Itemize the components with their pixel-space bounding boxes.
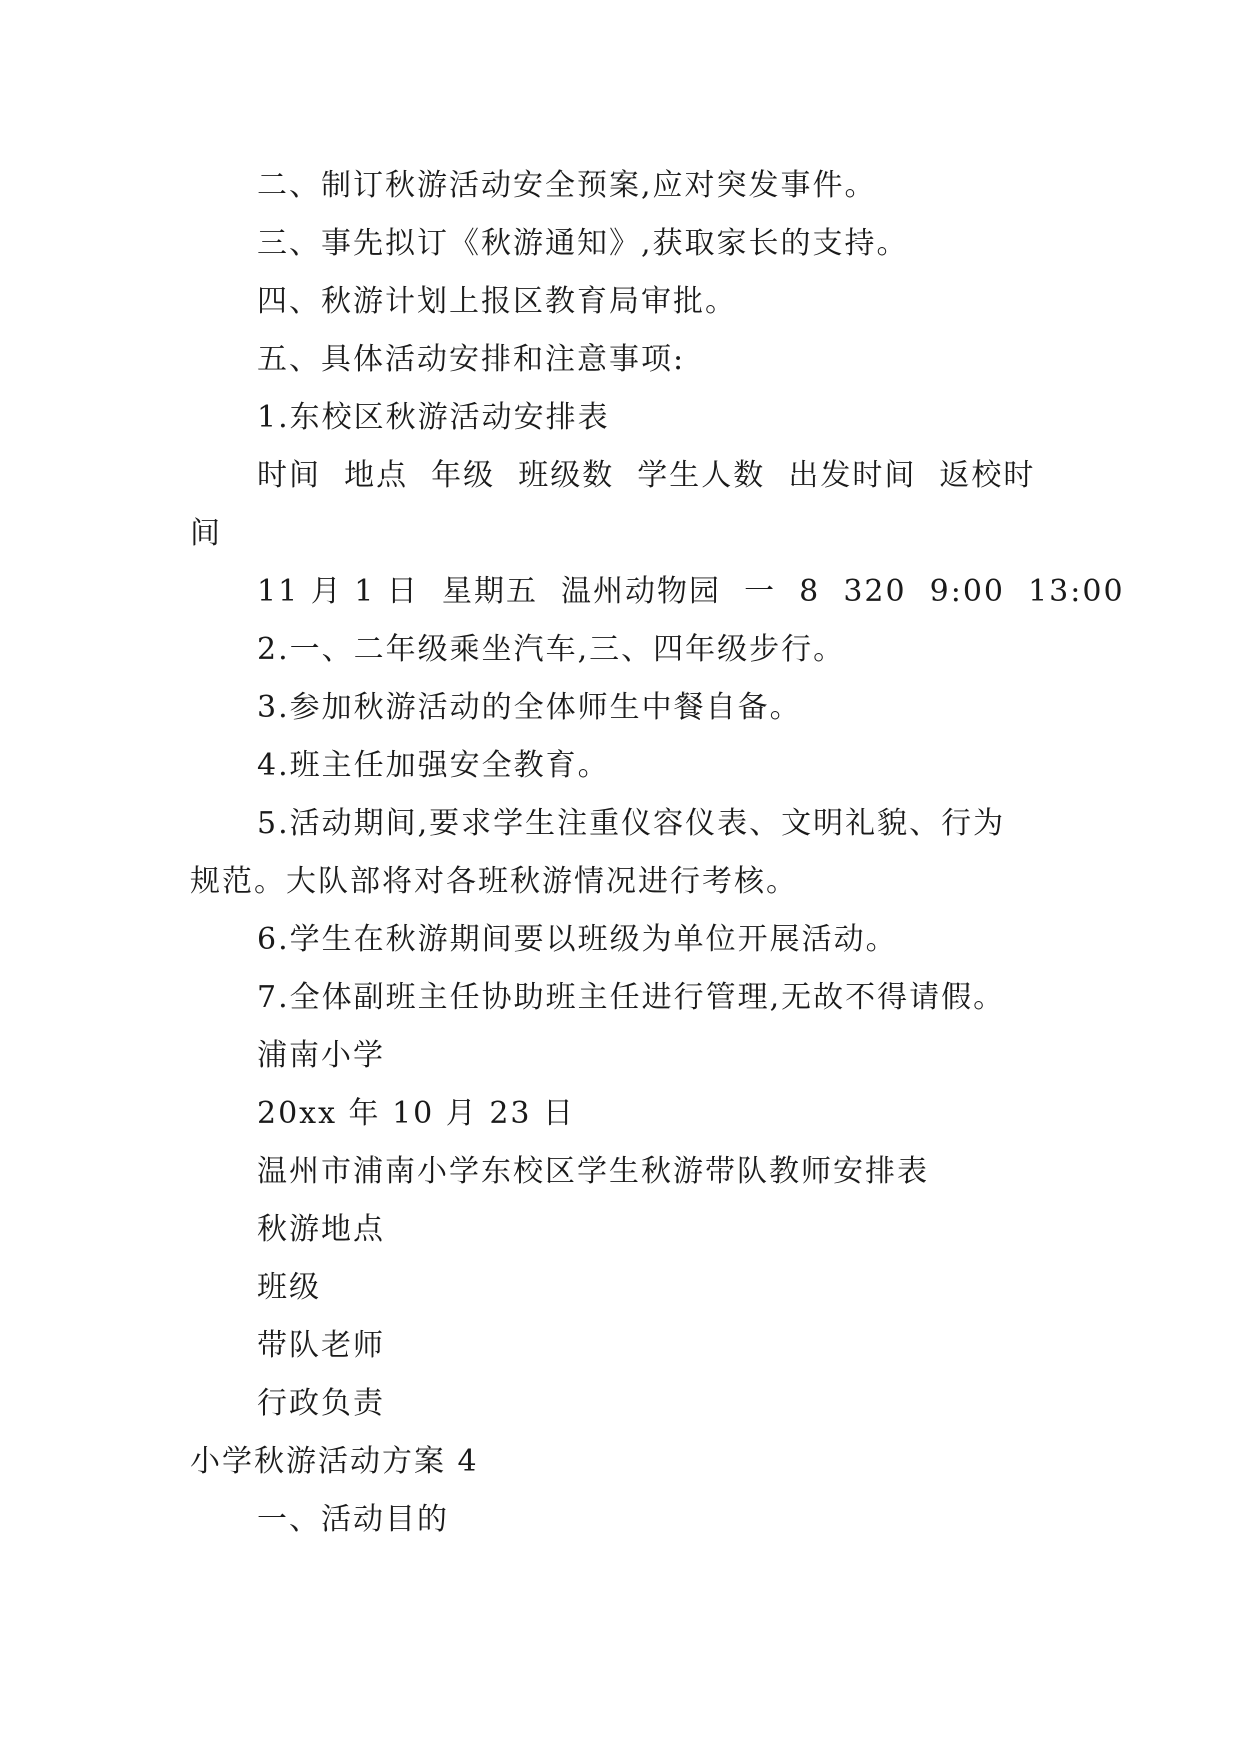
text-line: 一、活动目的 (257, 1502, 449, 1537)
text-line-continuation: 规范。大队部将对各班秋游情况进行考核。 (190, 864, 798, 899)
text-line: 二、制订秋游活动安全预案,应对突发事件。 (257, 168, 877, 203)
signature-date: 20xx 年 10 月 23 日 (257, 1096, 576, 1131)
text-line: 7.全体副班主任协助班主任进行管理,无故不得请假。 (257, 980, 1006, 1015)
text-line: 三、事先拟订《秋游通知》,获取家长的支持。 (257, 226, 909, 261)
table-label: 秋游地点 (257, 1212, 385, 1247)
table-label: 班级 (257, 1270, 321, 1305)
text-line: 4.班主任加强安全教育。 (257, 748, 610, 783)
text-line: 3.参加秋游活动的全体师生中餐自备。 (257, 690, 802, 725)
text-line: 2.一、二年级乘坐汽车,三、四年级步行。 (257, 632, 846, 667)
table-label: 行政负责 (257, 1386, 385, 1421)
text-line: 1.东校区秋游活动安排表 (257, 400, 610, 435)
table-header-line: 时间 地点 年级 班级数 学生人数 出发时间 返校时 (257, 458, 1036, 493)
text-line: 5.活动期间,要求学生注重仪容仪表、文明礼貌、行为 (257, 806, 1006, 841)
text-line-continuation: 间 (190, 516, 222, 551)
table-row-line: 11 月 1 日 星期五 温州动物园 一 8 320 9:00 13:00 (257, 574, 1125, 609)
table-label: 带队老师 (257, 1328, 385, 1363)
section-heading: 小学秋游活动方案 4 (190, 1444, 479, 1479)
signature-school: 浦南小学 (257, 1038, 385, 1073)
text-line: 6.学生在秋游期间要以班级为单位开展活动。 (257, 922, 898, 957)
text-line: 五、具体活动安排和注意事项: (257, 342, 686, 377)
table-title: 温州市浦南小学东校区学生秋游带队教师安排表 (257, 1154, 929, 1189)
text-line: 四、秋游计划上报区教育局审批。 (257, 284, 737, 319)
